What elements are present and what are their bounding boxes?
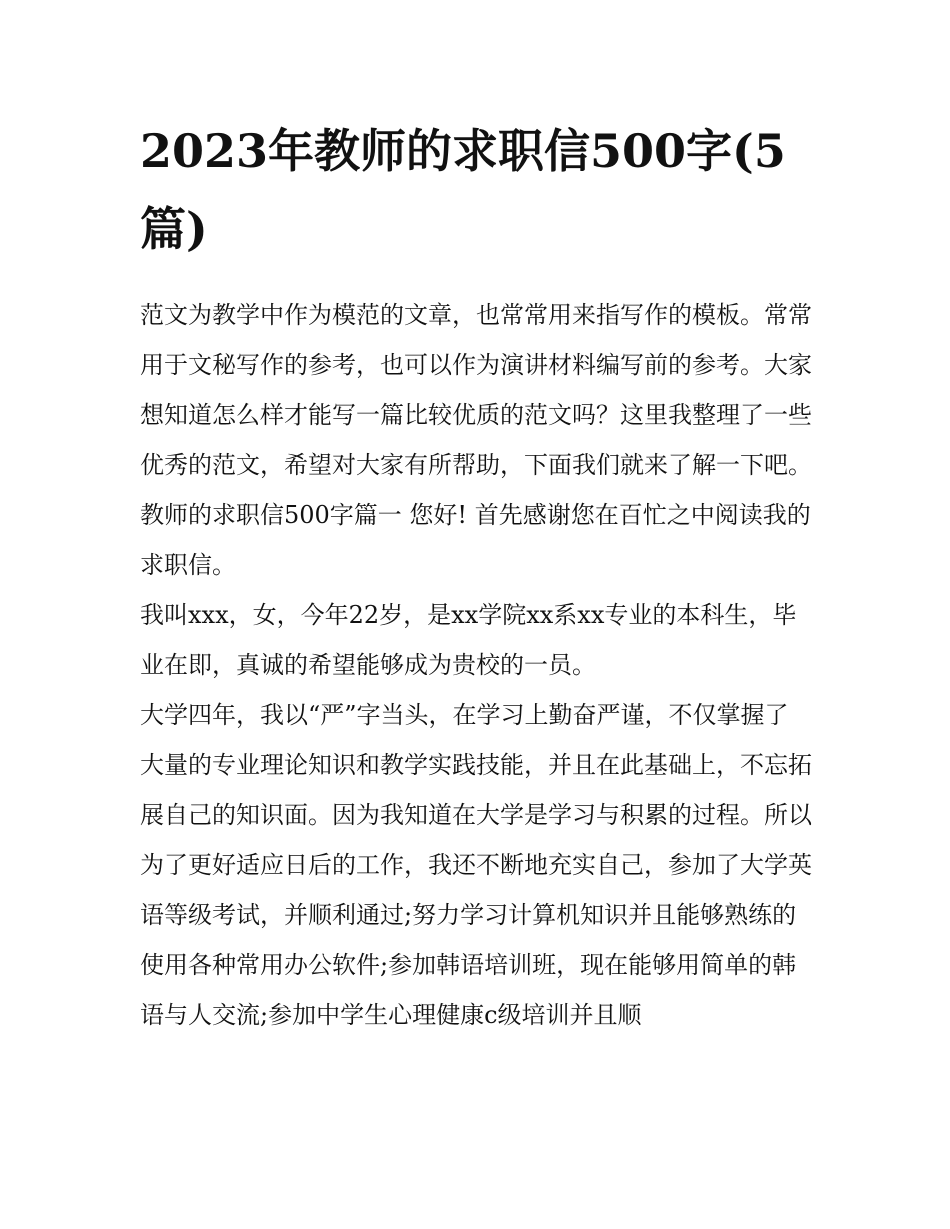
document-body [140, 112, 812, 1040]
letter-greeting-paragraph: 教师的求职信500字篇一 您好! 首先感谢您在百忙之中阅读我的求职信。 [140, 501, 811, 579]
university-study-paragraph: 大学四年，我以“严”字当头，在学习上勤奋严谨，不仅掌握了大量的专业理论知识和教学实践技能，并且在此基础上，不忘拓展自己的知识面。因为我知道在大学是学习与积累的过程。所以为了更好适应日后的工作，我还不断地充实自己，参加了大学英语等级考试，并顺利通过;努力学习计算机知识并且能够熟练的使用各种常用办公软件;参加韩语培训班，现在能够用简单的韩语与人交流;参加中学生心理健康c级培训并且顺 [140, 701, 812, 1029]
document-title: 2023年教师的求职信500字(5篇) [140, 124, 786, 256]
intro-paragraph: 范文为教学中作为模范的文章，也常常用来指写作的模板。常常用于文秘写作的参考，也可以作为演讲材料编写前的参考。大家想知道怎么样才能写一篇比较优质的范文吗？这里我整理了一些优秀的范文，希望对大家有所帮助，下面我们就来了解一下吧。 [140, 301, 812, 479]
self-introduction-paragraph: 我叫xxx，女，今年22岁，是xx学院xx系xx专业的本科生，毕业在即，真诚的希望能够成为贵校的一员。 [140, 601, 797, 679]
